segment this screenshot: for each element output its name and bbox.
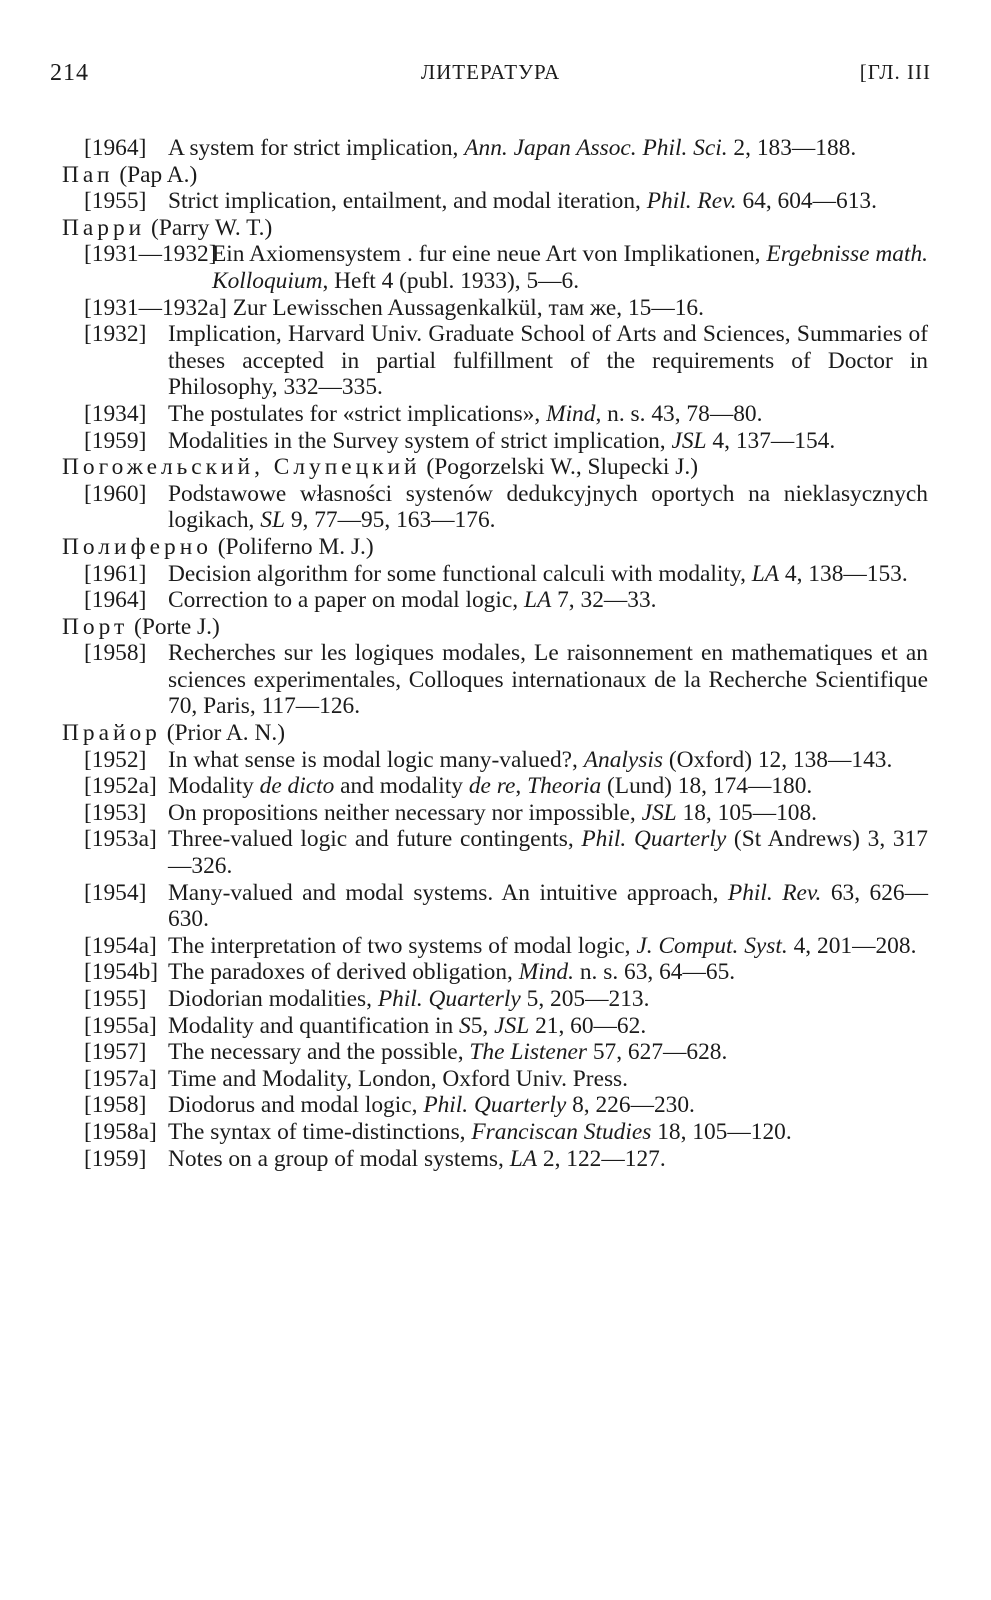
entry-text: Diodorian modalities, Phil. Quarterly 5, 205—213.	[168, 986, 650, 1012]
entry-text: In what sense is modal logic many-valued?, Analysis (Oxford) 12, 138—143.	[168, 746, 893, 773]
author-heading	[62, 162, 928, 189]
author-name: Полиферно	[62, 533, 212, 560]
entry-text: Implication, Harvard Univ. Graduate School of Arts and Sciences, Summaries of theses accepted in partial fulfillment of the requirements of Doctor in Philosophy, 332—335.	[168, 321, 928, 401]
entry-year: [1954a]	[84, 932, 157, 959]
entry-text: Notes on a group of modal systems, LA 2, 122—127.	[168, 1145, 666, 1172]
bibliography-entry	[62, 241, 928, 294]
author-latin-name: (Parry W. T.)	[145, 214, 273, 241]
entry-year: [1961]	[84, 560, 147, 587]
bibliography-entry	[62, 640, 928, 720]
bibliography-entry	[62, 587, 928, 614]
entry-text: Strict implication, entailment, and modal iteration, Phil. Rev. 64, 604—613.	[168, 188, 877, 215]
entry-text: Ein Axiomensystem . fur eine neue Art von Implikationen, Ergebnisse math. Kolloquium, Heft 4 (publ. 1933), 5—6.	[212, 241, 928, 294]
entry-text: Correction to a paper on modal logic, LA 7, 32—33.	[168, 587, 657, 614]
entry-year: [1958]	[84, 640, 147, 667]
entry-text: The syntax of time-distinctions, Franciscan Studies 18, 105—120.	[168, 1118, 792, 1145]
author-name: Прайор	[62, 720, 161, 747]
entry-year: [1957]	[84, 1039, 147, 1066]
author-latin-name: (Pogorzelski W., Slupecki J.)	[420, 454, 698, 481]
entry-text: Time and Modality, London, Oxford Univ. Press.	[168, 1065, 628, 1092]
entry-text: Modalities in the Survey system of strict implication, JSL 4, 137—154.	[168, 427, 836, 454]
entry-year: [1955a]	[84, 1012, 157, 1039]
bibliography-entry	[62, 747, 928, 774]
entry-text: Decision algorithm for some functional calculi with modality, LA 4, 138—153.	[168, 560, 908, 587]
entry-text: Modality and quantification in S5, JSL 21, 60—62.	[168, 1012, 647, 1039]
bibliography-entry	[62, 773, 928, 800]
bibliography-entry	[62, 295, 928, 322]
entry-text: On propositions neither necessary nor impossible, JSL 18, 105—108.	[168, 799, 818, 826]
bibliography-entry	[62, 933, 928, 960]
entry-text: The paradoxes of derived obligation, Mind. n. s. 63, 64—65.	[168, 959, 736, 986]
bibliography-entry	[62, 800, 928, 827]
entry-text: Many-valued and modal systems. An intuitive approach, Phil. Rev. 63, 626—630.	[168, 879, 928, 933]
author-name: Пап	[62, 161, 114, 188]
bibliography-entry	[62, 1013, 928, 1040]
author-name: Погожельский, Слупецкий	[62, 454, 421, 481]
entry-year: [1957a]	[84, 1065, 157, 1092]
bibliography-entry	[62, 1146, 928, 1173]
bibliography-entry	[62, 1092, 928, 1119]
entry-year: [1959]	[84, 427, 147, 454]
chapter-label: [ГЛ. III	[859, 60, 931, 84]
author-heading	[62, 534, 928, 561]
entry-year: [1931—1932a]	[84, 294, 233, 321]
entry-year: [1953a]	[84, 826, 157, 853]
entry-text: Diodorus and modal logic, Phil. Quarterly 8, 226—230.	[168, 1092, 695, 1119]
bibliography-entry	[62, 1119, 928, 1146]
entry-year: [1959]	[84, 1145, 147, 1172]
bibliography-entry	[62, 959, 928, 986]
entry-text: Podstawowe własności systenów dedukcyjnych oportych na nieklasycznych logikach, SL 9, 77—95, 163—176.	[168, 480, 928, 534]
bibliography-entry	[62, 1066, 928, 1093]
entry-year: [1931—1932]	[84, 241, 217, 268]
bibliography-list	[62, 135, 928, 1172]
entry-text: Zur Lewisschen Aussagenkalkül, там же, 15—16.	[232, 294, 704, 321]
page-number: 214	[50, 60, 89, 86]
entry-text: Recherches sur les logiques modales, Le raisonnement en mathematiques et an sciences experimentales, Colloques internationaux de la Recherche Scientifique 70, Paris, 117—126.	[168, 640, 928, 720]
bibliography-entry	[62, 880, 928, 933]
bibliography-entry	[62, 428, 928, 455]
entry-text: Three-valued logic and future contingents, Phil. Quarterly (St Andrews) 3, 317—326.	[168, 826, 928, 880]
running-header	[50, 60, 931, 94]
entry-year: [1953]	[84, 799, 147, 826]
author-name: Парри	[62, 214, 146, 241]
entry-text: A system for strict implication, Ann. Japan Assoc. Phil. Sci. 2, 183—188.	[168, 135, 857, 161]
entry-year: [1952a]	[84, 773, 157, 800]
author-heading	[62, 454, 928, 481]
entry-year: [1964]	[84, 587, 147, 614]
entry-year: [1934]	[84, 400, 147, 427]
entry-year: [1955]	[84, 188, 147, 215]
author-heading	[62, 215, 928, 242]
bibliography-entry	[62, 135, 928, 162]
entry-year: [1954]	[84, 879, 147, 906]
author-latin-name: (Porte J.)	[128, 613, 220, 640]
entry-year: [1952]	[84, 746, 147, 773]
entry-text: Modality de dicto and modality de re, Theoria (Lund) 18, 174—180.	[168, 773, 813, 800]
entry-year: [1932]	[84, 321, 147, 348]
author-name: Порт	[62, 613, 129, 640]
bibliography-entry	[62, 561, 928, 588]
author-heading	[62, 614, 928, 641]
entry-year: [1958a]	[84, 1118, 157, 1145]
entry-year: [1958]	[84, 1092, 147, 1119]
entry-year: [1954b]	[84, 959, 159, 986]
bibliography-entry	[62, 986, 928, 1013]
bibliography-entry	[62, 321, 928, 401]
entry-text: The necessary and the possible, The Listener 57, 627—628.	[168, 1039, 728, 1066]
bibliography-entry	[62, 188, 928, 215]
entry-year: [1964]	[84, 135, 147, 161]
entry-year: [1960]	[84, 480, 147, 507]
entry-year: [1955]	[84, 986, 147, 1012]
author-latin-name: (Prior A. N.)	[160, 720, 285, 747]
entry-text: The interpretation of two systems of modal logic, J. Comput. Syst. 4, 201—208.	[168, 932, 917, 959]
author-heading	[62, 720, 928, 747]
author-latin-name: (Poliferno M. J.)	[211, 533, 374, 560]
author-latin-name: (Pap A.)	[113, 161, 198, 188]
bibliography-entry	[62, 826, 928, 879]
running-title: ЛИТЕРАТУРА	[420, 60, 561, 84]
entry-text: The postulates for «strict implications», Mind, n. s. 43, 78—80.	[168, 400, 763, 427]
bibliography-entry	[62, 401, 928, 428]
bibliography-entry	[62, 1039, 928, 1066]
bibliography-entry	[62, 481, 928, 534]
